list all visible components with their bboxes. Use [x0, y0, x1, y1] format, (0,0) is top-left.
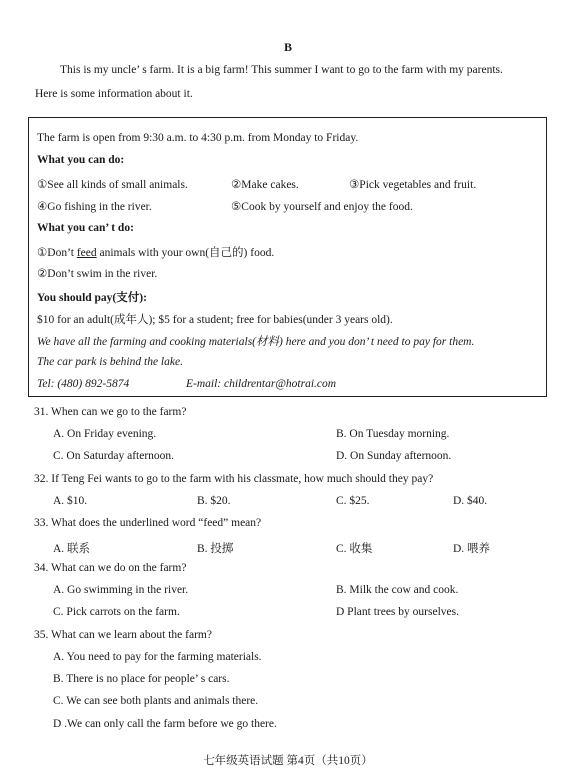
notice-hours: The farm is open from 9:30 a.m. to 4:30 p.m. from Monday to Friday. — [37, 132, 359, 144]
intro-line-1: This is my uncle’ s farm. It is a big farm! This summer I want to go to the farm with my parents. — [60, 64, 503, 76]
question-31-option-c: C. On Saturday afternoon. — [53, 450, 175, 462]
question-35-option-c: C. We can see both plants and animals there. — [53, 695, 259, 707]
question-33-option-c: C. 收集 — [336, 543, 373, 555]
car-park-text: The car park is behind the lake. — [37, 356, 183, 368]
can-do-item-1: ①See all kinds of small animals. — [37, 179, 188, 191]
email-text: E-mail: childrentar@hotrai.com — [186, 378, 337, 390]
question-35-option-a: A. You need to pay for the farming materials. — [53, 651, 262, 663]
question-35-option-d: D .We can only call the farm before we go there. — [53, 718, 277, 730]
question-32-stem: 32. If Teng Fei wants to go to the farm with his classmate, how much should they pay? — [34, 473, 434, 485]
cant-do-item-2: ②Don’t swim in the river. — [37, 268, 158, 280]
underlined-word-feed: feed — [76, 247, 97, 259]
question-34-option-b: B. Milk the cow and cook. — [336, 584, 459, 596]
question-32-option-c: C. $25. — [336, 495, 370, 507]
question-35-stem: 35. What can we learn about the farm? — [34, 629, 212, 641]
question-34-option-c: C. Pick carrots on the farm. — [53, 606, 180, 618]
pay-heading: You should pay(支付): — [37, 292, 147, 304]
materials-text: We have all the farming and cooking materials(材料) here and you don’ t need to pay for them. — [37, 336, 475, 348]
can-do-item-3: ③Pick vegetables and fruit. — [349, 179, 477, 191]
question-31-option-d: D. On Sunday afternoon. — [336, 450, 452, 462]
can-do-item-2: ②Make cakes. — [231, 179, 299, 191]
tel-text: Tel: (480) 892-5874 — [37, 378, 130, 390]
page-footer: 七年级英语试题 第4页（共10页） — [203, 755, 373, 767]
question-33-stem: 33. What does the underlined word “feed” mean? — [34, 517, 262, 529]
cant-do-heading: What you can’ t do: — [37, 222, 134, 234]
question-31-option-b: B. On Tuesday morning. — [336, 428, 450, 440]
question-35-option-b: B. There is no place for people’ s cars. — [53, 673, 230, 685]
question-33-option-b: B. 投掷 — [197, 543, 234, 555]
cant-do-item-1-suffix: animals with your own(自己的) food. — [96, 247, 275, 259]
question-34-stem: 34. What can we do on the farm? — [34, 562, 187, 574]
question-32-option-a: A. $10. — [53, 495, 88, 507]
pay-text: $10 for an adult(成年人); $5 for a student; free for babies(under 3 years old). — [37, 314, 393, 326]
cant-do-item-1 — [37, 244, 274, 260]
question-33-option-a: A. 联系 — [53, 543, 91, 555]
intro-line-2: Here is some information about it. — [35, 88, 193, 100]
can-do-item-4: ④Go fishing in the river. — [37, 201, 152, 213]
question-32-option-d: D. $40. — [453, 495, 488, 507]
question-31-stem: 31. When can we go to the farm? — [34, 406, 187, 418]
can-do-heading: What you can do: — [37, 154, 125, 166]
question-32-option-b: B. $20. — [197, 495, 231, 507]
section-title: B — [283, 40, 292, 54]
question-34-option-a: A. Go swimming in the river. — [53, 584, 189, 596]
question-31-option-a: A. On Friday evening. — [53, 428, 157, 440]
question-33-option-d: D. 喂养 — [453, 543, 491, 555]
cant-do-item-1-prefix: ①Don’t — [37, 247, 77, 259]
question-34-option-d: D Plant trees by ourselves. — [336, 606, 459, 618]
can-do-item-5: ⑤Cook by yourself and enjoy the food. — [231, 201, 413, 213]
